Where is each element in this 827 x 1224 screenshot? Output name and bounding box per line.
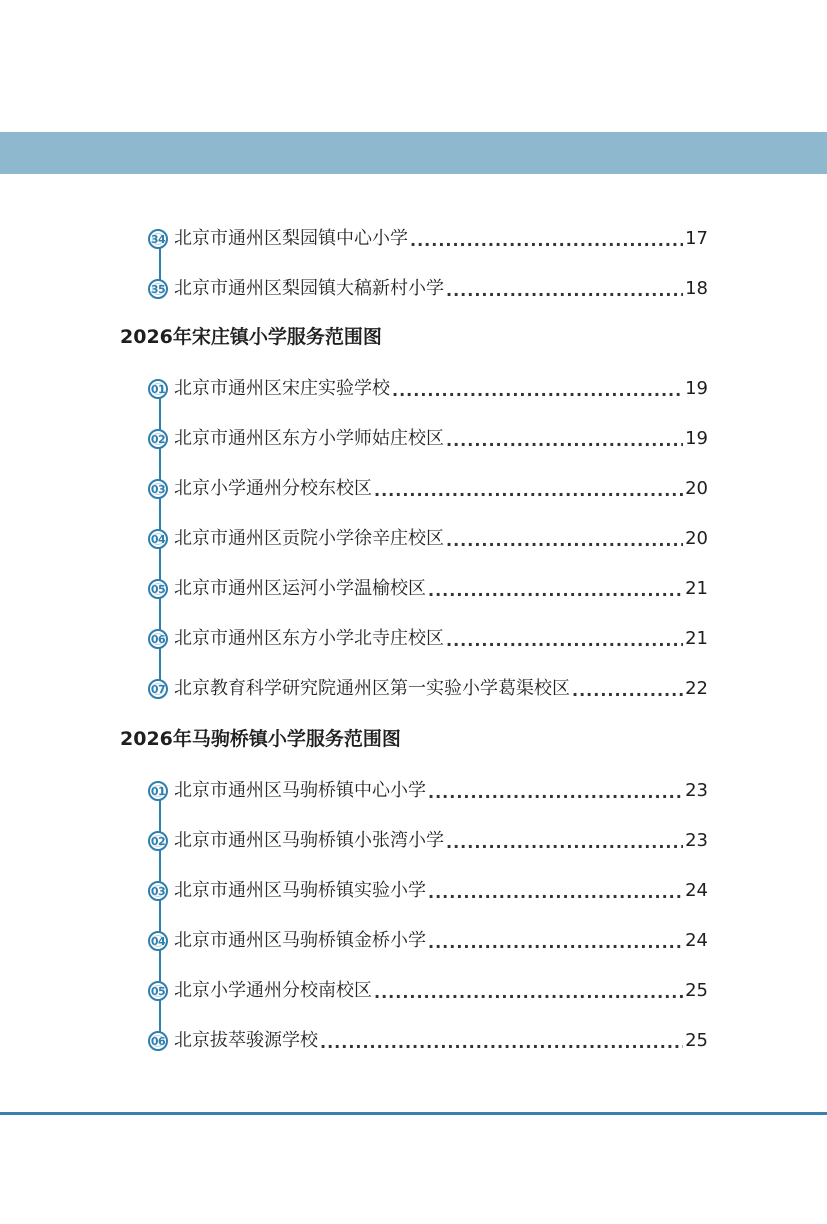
entry-page-number: 19 bbox=[685, 428, 708, 449]
entry-page-number: 20 bbox=[685, 528, 708, 549]
entry-page-number: 18 bbox=[685, 278, 708, 299]
entry-title: 北京拔萃骏源学校 bbox=[174, 1030, 318, 1051]
entry-page-number: 23 bbox=[685, 830, 708, 851]
entry-number-badge: 03 bbox=[148, 479, 168, 499]
toc-entry[interactable] bbox=[148, 878, 708, 904]
entry-page-number: 25 bbox=[685, 1030, 708, 1051]
entry-page-number: 21 bbox=[685, 628, 708, 649]
toc-entry[interactable] bbox=[148, 828, 708, 854]
dot-leader bbox=[374, 978, 683, 1004]
dot-leader bbox=[428, 576, 683, 602]
toc-entry[interactable] bbox=[148, 276, 708, 302]
entry-page-number: 25 bbox=[685, 980, 708, 1001]
entry-title: 北京市通州区马驹桥镇金桥小学 bbox=[174, 930, 426, 951]
entry-page-number: 24 bbox=[685, 930, 708, 951]
entry-page-number: 21 bbox=[685, 578, 708, 599]
entry-number-badge: 02 bbox=[148, 831, 168, 851]
entry-title: 北京市通州区宋庄实验学校 bbox=[174, 378, 390, 399]
entry-number-badge: 05 bbox=[148, 981, 168, 1001]
entry-title: 北京市通州区东方小学北寺庄校区 bbox=[174, 628, 444, 649]
dot-leader bbox=[446, 828, 683, 854]
toc-entry[interactable] bbox=[148, 1028, 708, 1054]
toc-entry[interactable] bbox=[148, 576, 708, 602]
entry-number-badge: 07 bbox=[148, 679, 168, 699]
entry-number-badge: 01 bbox=[148, 379, 168, 399]
entry-number-badge: 04 bbox=[148, 529, 168, 549]
entry-number-badge: 01 bbox=[148, 781, 168, 801]
entry-page-number: 19 bbox=[685, 378, 708, 399]
entry-page-number: 22 bbox=[685, 678, 708, 699]
dot-leader bbox=[572, 676, 683, 702]
toc-entry[interactable] bbox=[148, 778, 708, 804]
section-heading: 2026年马驹桥镇小学服务范围图 bbox=[120, 728, 401, 750]
entry-title: 北京市通州区马驹桥镇小张湾小学 bbox=[174, 830, 444, 851]
entry-title: 北京小学通州分校南校区 bbox=[174, 980, 372, 1001]
dot-leader bbox=[428, 928, 683, 954]
toc-entry[interactable] bbox=[148, 226, 708, 252]
entry-number-badge: 05 bbox=[148, 579, 168, 599]
entry-title: 北京市通州区东方小学师姑庄校区 bbox=[174, 428, 444, 449]
entry-title: 北京小学通州分校东校区 bbox=[174, 478, 372, 499]
entry-page-number: 23 bbox=[685, 780, 708, 801]
entry-page-number: 24 bbox=[685, 880, 708, 901]
section-heading: 2026年宋庄镇小学服务范围图 bbox=[120, 326, 382, 348]
entry-title: 北京教育科学研究院通州区第一实验小学葛渠校区 bbox=[174, 678, 570, 699]
dot-leader bbox=[428, 778, 683, 804]
entry-number-badge: 06 bbox=[148, 629, 168, 649]
header-band bbox=[0, 132, 827, 174]
dot-leader bbox=[446, 426, 683, 452]
dot-leader bbox=[446, 526, 683, 552]
toc-entry[interactable] bbox=[148, 476, 708, 502]
entry-title: 北京市通州区马驹桥镇实验小学 bbox=[174, 880, 426, 901]
entry-number-badge: 02 bbox=[148, 429, 168, 449]
entry-page-number: 20 bbox=[685, 478, 708, 499]
entry-title: 北京市通州区贡院小学徐辛庄校区 bbox=[174, 528, 444, 549]
toc-entry[interactable] bbox=[148, 426, 708, 452]
entry-title: 北京市通州区梨园镇中心小学 bbox=[174, 228, 408, 249]
toc-entry[interactable] bbox=[148, 928, 708, 954]
entry-number-badge: 03 bbox=[148, 881, 168, 901]
entry-title: 北京市通州区马驹桥镇中心小学 bbox=[174, 780, 426, 801]
dot-leader bbox=[446, 626, 683, 652]
toc-entry[interactable] bbox=[148, 526, 708, 552]
dot-leader bbox=[374, 476, 683, 502]
dot-leader bbox=[428, 878, 683, 904]
dot-leader bbox=[392, 376, 683, 402]
entry-number-badge: 35 bbox=[148, 279, 168, 299]
entry-title: 北京市通州区运河小学温榆校区 bbox=[174, 578, 426, 599]
toc-entry[interactable] bbox=[148, 978, 708, 1004]
dot-leader bbox=[446, 276, 683, 302]
dot-leader bbox=[320, 1028, 683, 1054]
dot-leader bbox=[410, 226, 683, 252]
entry-number-badge: 06 bbox=[148, 1031, 168, 1051]
toc-entry[interactable] bbox=[148, 626, 708, 652]
entry-page-number: 17 bbox=[685, 228, 708, 249]
entry-number-badge: 04 bbox=[148, 931, 168, 951]
toc-entry[interactable] bbox=[148, 376, 708, 402]
entry-title: 北京市通州区梨园镇大稿新村小学 bbox=[174, 278, 444, 299]
footer-rule bbox=[0, 1112, 827, 1115]
entry-number-badge: 34 bbox=[148, 229, 168, 249]
toc-entry[interactable] bbox=[148, 676, 708, 702]
